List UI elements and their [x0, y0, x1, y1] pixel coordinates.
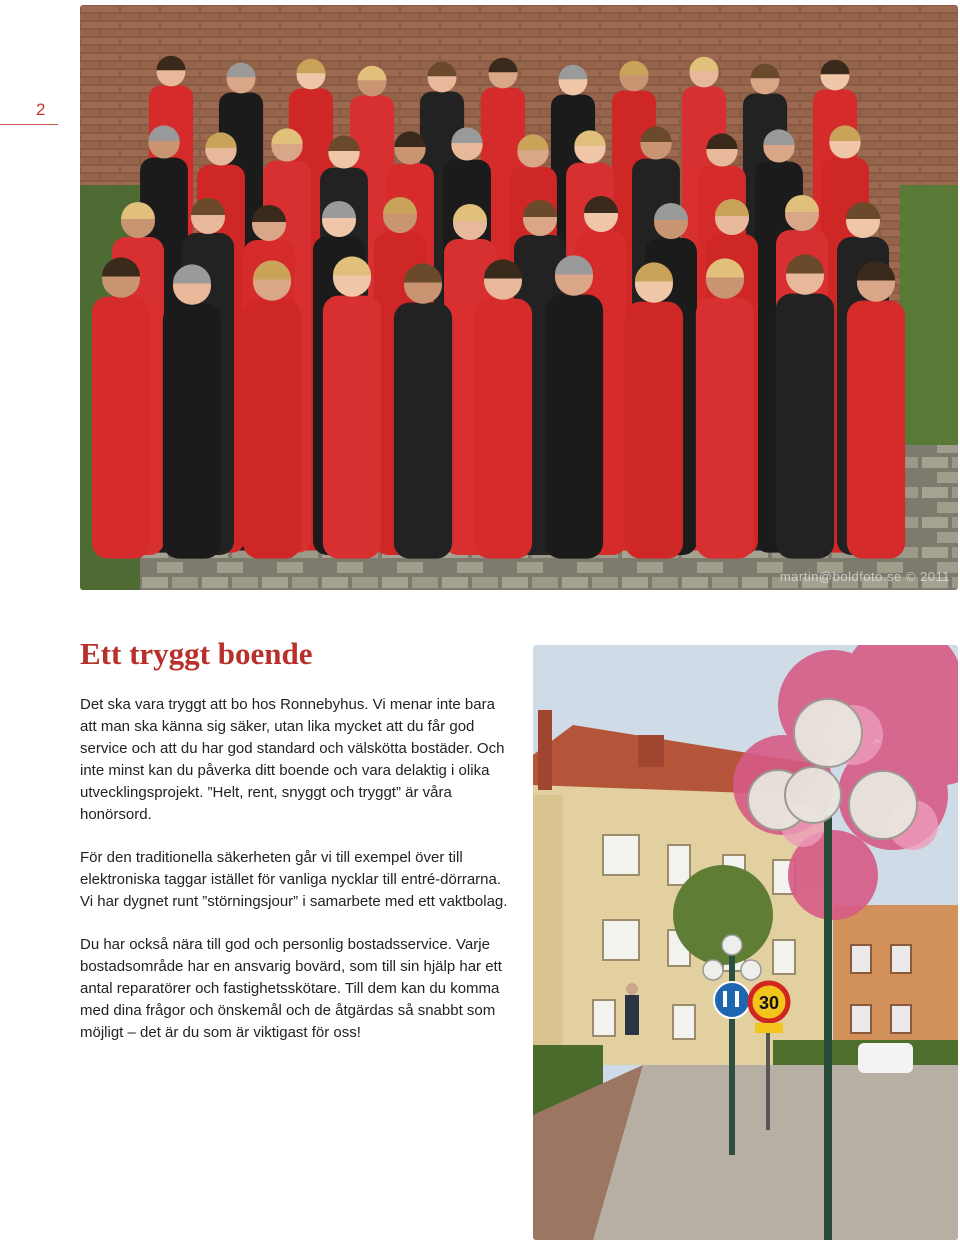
- article-body: [80, 694, 510, 1065]
- person-figure: [776, 254, 834, 558]
- street-photo: [533, 645, 958, 1240]
- person-figure: [92, 257, 150, 558]
- person-figure: [847, 261, 905, 558]
- staff-group-photo: [80, 5, 958, 590]
- street-illustration: [533, 645, 958, 1240]
- speed-limit-sign-text: 30: [758, 993, 780, 1013]
- photo-credit: martin@boldfoto.se © 2011: [779, 569, 950, 584]
- person-figure: [474, 259, 532, 558]
- person-figure: [243, 260, 301, 558]
- person-figure: [163, 264, 221, 558]
- staff-group-illustration: [80, 5, 958, 590]
- person-figure: [545, 255, 603, 558]
- person-figure: [625, 262, 683, 558]
- paragraph-intro: Det ska vara tryggt att bo hos Ronnebyhus. Vi menar inte bara att man ska känna sig säker, utan lika mycket att du får god service och att du har god standard och välskötta bostäder. Och inte minst kan du påverka ditt boende och vara delaktig i olika utvecklingsprojekt. ”Helt, rent, snyggt och tryggt” är våra honörsord.: [80, 696, 505, 823]
- paragraph-security: För den traditionella säkerheten går vi till exempel över till elektroniska taggar istället för vanliga nycklar till entré-dörrarna. Vi har dygnet runt ”störningsjour” i samarbete med ett vaktbolag.: [80, 849, 508, 910]
- person-figure: [696, 258, 754, 558]
- person-figure: [323, 256, 381, 558]
- person-figure: [394, 263, 452, 558]
- page-number: 2: [36, 100, 46, 119]
- article-heading: Ett tryggt boende: [80, 636, 313, 671]
- page-rule: [0, 124, 58, 125]
- paragraph-service: Du har också nära till god och personlig bostadsservice. Varje bostadsområde har en ansvarig bovärd, som till sin hjälp har ett antal reparatörer och fastighetsskötare. Till dem kan du komma med dina frågor och önskemål och de åtgärdas så snabbt som möjligt – det är du som är viktigast för oss!: [80, 936, 502, 1041]
